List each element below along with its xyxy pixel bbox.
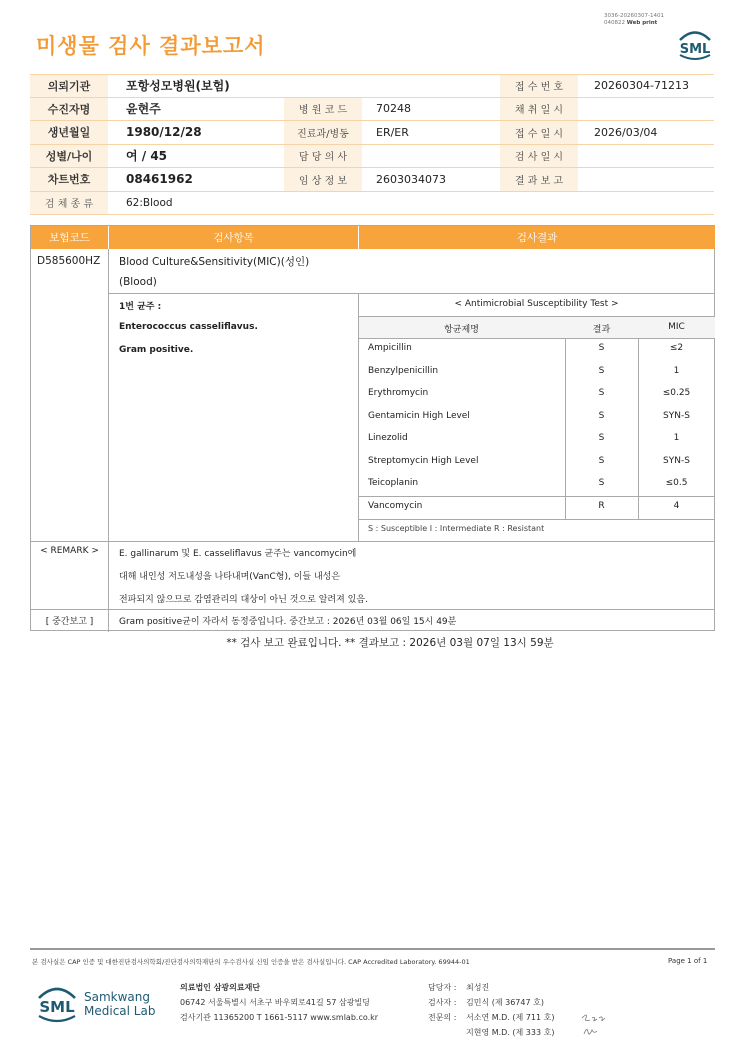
result-table — [30, 225, 715, 631]
drug-name: Streptomycin High Level — [368, 455, 479, 466]
label-institution: 의뢰기관 — [30, 75, 108, 97]
test-code: D585600HZ — [37, 255, 101, 267]
org-address: 06742 서울특별시 서초구 바우뫼로41길 57 삼광빌딩 — [180, 998, 370, 1007]
drug-name: Vancomycin — [368, 500, 423, 511]
remark-line: E. gallinarum 및 E. casseliflavus 균주는 vancomycin에 — [119, 549, 357, 559]
interim-label: [ 중간보고 ] — [45, 617, 94, 627]
value-collect-time — [586, 98, 594, 121]
value-sex-age: 여 / 45 — [126, 149, 168, 164]
value-institution: 포항성모병원(보험) — [126, 79, 230, 94]
drug-name: Benzylpenicillin — [368, 365, 439, 376]
drug-name: Gentamicin High Level — [368, 410, 470, 421]
svg-text:SML: SML — [679, 42, 711, 57]
value-specimen: 62:Blood — [126, 196, 173, 209]
drug-mic: ≤2 — [669, 343, 684, 353]
col-mic: MIC — [668, 322, 685, 332]
drug-result: S — [598, 388, 605, 398]
remark-label: < REMARK > — [40, 546, 99, 556]
doctor-label: 전문의 : — [428, 1013, 457, 1022]
remark-line: 대해 내인성 저도내성을 나타내며(VanC형), 이들 내성은 — [119, 572, 341, 582]
drug-result: S — [598, 433, 605, 443]
drug-result: S — [598, 410, 605, 421]
value-receipt-no: 20260304-71213 — [594, 79, 689, 93]
drug-name: Ampicillin — [368, 343, 412, 353]
drug-name: Linezolid — [368, 433, 408, 443]
org-contact: 검사기관 11365200 T 1661-5117 www.smlab.co.kr — [180, 1013, 379, 1022]
label-receipt-date: 접 수 일 시 — [500, 121, 578, 144]
value-patient-name: 윤현주 — [126, 102, 161, 117]
org-name: 의료법인 삼광의료재단 — [180, 983, 261, 992]
value-report — [586, 168, 594, 191]
samkwang-logo-text: Samkwang Medical Lab — [84, 990, 156, 1018]
label-report: 결 과 보 고 — [500, 168, 578, 191]
info-row — [30, 121, 714, 145]
value-doctor — [368, 145, 376, 168]
tester-label: 검사자 : — [428, 998, 457, 1007]
info-row — [30, 145, 714, 169]
signature-icon — [578, 1010, 612, 1043]
drug-mic: 4 — [673, 500, 680, 511]
info-row — [30, 98, 714, 122]
drug-mic: ≤0.25 — [662, 388, 691, 398]
drug-name: Erythromycin — [368, 388, 429, 398]
doctor-name: 지현영 M.D. (제 333 호) — [466, 1028, 555, 1037]
label-test-date: 검 사 일 시 — [500, 145, 578, 168]
value-department: ER/ER — [376, 125, 409, 139]
staff-name: 최성진 — [466, 983, 490, 992]
value-clinical-info: 2603034073 — [376, 172, 446, 186]
result-legend: S : Susceptible I : Intermediate R : Resistant — [368, 524, 545, 533]
doctor-name: 서소연 M.D. (제 711 호) — [466, 1013, 555, 1022]
label-clinical-info: 임 상 정 보 — [284, 168, 362, 191]
label-collect-time: 채 취 일 시 — [500, 98, 578, 121]
header-code: 보험코드 — [31, 226, 108, 249]
drug-mic: SYN-S — [663, 410, 690, 421]
label-department: 진료과/병동 — [284, 121, 362, 144]
interim-text: Gram positive균이 자라서 동정중입니다. 중간보고 : 2026년 03월 06일 15시 49분 — [119, 617, 457, 627]
label-doctor: 담 당 의 사 — [284, 145, 362, 168]
label-patient-name: 수진자명 — [30, 98, 108, 121]
drug-result: R — [598, 500, 605, 511]
svg-text:SML: SML — [39, 998, 75, 1016]
value-test-date — [586, 145, 594, 168]
tester-name: 김민식 (제 36747 호) — [466, 998, 544, 1007]
organism-name: Enterococcus casseliflavus. — [119, 322, 258, 332]
info-row — [30, 168, 714, 192]
label-birth: 생년월일 — [30, 121, 108, 144]
ast-title: < Antimicrobial Susceptibility Test > — [454, 299, 619, 309]
organism-label: 1번 균주 : — [119, 302, 162, 312]
completion-note: ** 검사 보고 완료입니다. ** 결과보고 : 2026년 03월 07일 13시 59분 — [226, 637, 554, 649]
page-number: Page 1 of 1 — [668, 957, 708, 965]
label-sex-age: 성별/나이 — [30, 145, 108, 168]
drug-result: S — [598, 455, 605, 466]
remark-line: 전파되지 않으므로 감염관리의 대상이 아닌 것으로 알려져 있음. — [119, 595, 368, 605]
col-result: 결과 — [592, 325, 611, 335]
value-birth: 1980/12/28 — [126, 125, 202, 140]
drug-mic: 1 — [673, 365, 680, 376]
patient-info — [30, 74, 714, 215]
drug-name: Teicoplanin — [368, 478, 419, 488]
label-receipt-no: 접 수 번 호 — [500, 75, 578, 97]
samkwang-logo-icon — [34, 982, 80, 1029]
info-row — [30, 192, 714, 216]
test-specimen: (Blood) — [119, 276, 157, 288]
value-receipt-date: 2026/03/04 — [594, 125, 658, 139]
label-chart-no: 차트번호 — [30, 168, 108, 191]
info-row — [30, 74, 714, 98]
footer-divider — [30, 948, 715, 950]
header-result: 검사결과 — [358, 226, 715, 249]
drug-result: S — [598, 478, 605, 488]
staff-label: 담당자 : — [428, 983, 457, 992]
report-title: 미생물 검사 결과보고서 — [36, 34, 266, 58]
label-hospital-code: 병 원 코 드 — [284, 98, 362, 121]
print-code: 3036-20260307-1401 040822 Web print — [604, 13, 664, 26]
drug-mic: ≤0.5 — [665, 478, 688, 488]
col-drug-name: 항균제명 — [444, 325, 479, 335]
label-specimen: 검 체 종 류 — [30, 192, 108, 215]
drug-mic: 1 — [673, 433, 680, 443]
sml-logo-icon — [676, 27, 714, 64]
value-chart-no: 08461962 — [126, 172, 193, 187]
drug-mic: SYN-S — [663, 455, 690, 466]
test-item-name: Blood Culture&Sensitivity(MIC)(성인) — [119, 256, 310, 268]
organism-gram: Gram positive. — [119, 345, 194, 355]
value-hospital-code: 70248 — [376, 102, 411, 116]
header-item: 검사항목 — [108, 226, 358, 249]
drug-result: S — [598, 343, 605, 353]
cap-note: 본 검사실은 CAP 인증 및 대한진단검사의학회/진단검사의학재단의 우수검사실 신임 인증을 받은 검사실입니다. CAP Accredited Laboratory. 69944-01 — [32, 958, 470, 966]
drug-result: S — [598, 365, 605, 376]
